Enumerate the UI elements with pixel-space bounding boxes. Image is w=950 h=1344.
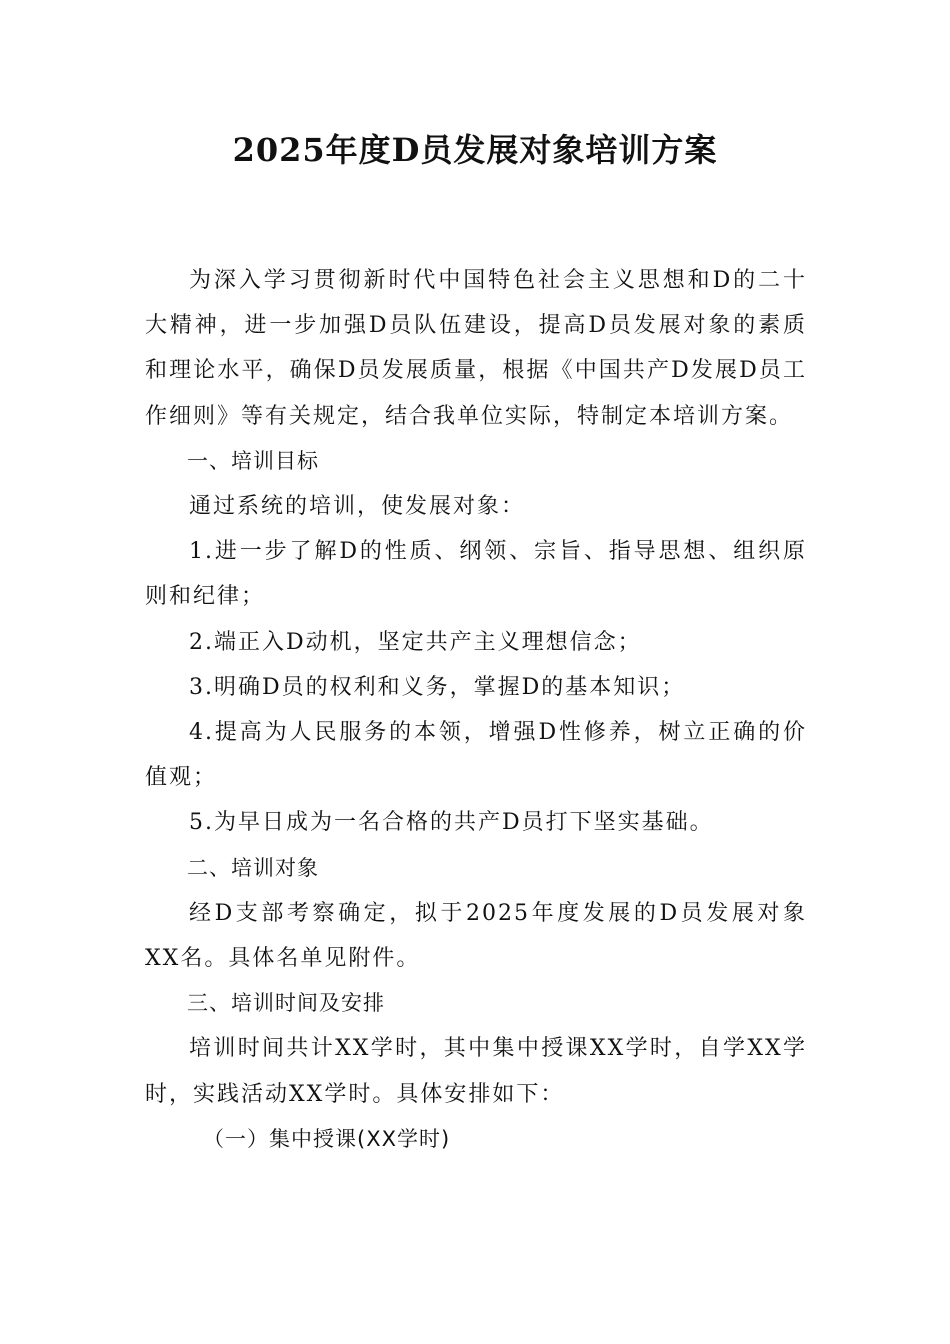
section-heading-targets: 二、培训对象 bbox=[187, 855, 319, 880]
goal-item-2: 2.端正入D动机，坚定共产主义理想信念； bbox=[189, 629, 642, 655]
goals-intro: 通过系统的培训，使发展对象： bbox=[189, 494, 526, 520]
goal-item-3: 3.明确D员的权利和义务，掌握D的基本知识； bbox=[189, 674, 686, 700]
document-title: 2025年度D员发展对象培训方案 bbox=[232, 131, 718, 169]
subsection-heading-lectures: （一）集中授课(XX学时) bbox=[203, 1126, 451, 1151]
goal-item-1: 1.进一步了解D的性质、纲领、宗旨、指导思想、组织原则和纪律； bbox=[145, 539, 807, 610]
intro-paragraph: 为深入学习贯彻新时代中国特色社会主义思想和D的二十大精神，进一步加强D员队伍建设，提高D员发展对象的素质和理论水平，确保D员发展质量，根据《中国共产D发展D员工作细则》等有关规定，结合我单位实际，特制定本培训方案。 bbox=[145, 268, 807, 429]
goal-item-4: 4.提高为人民服务的本领，增强D性修养，树立正确的价值观； bbox=[145, 720, 807, 791]
section-heading-schedule: 三、培训时间及安排 bbox=[187, 991, 385, 1016]
section-heading-goals: 一、培训目标 bbox=[187, 448, 319, 473]
schedule-paragraph: 培训时间共计XX学时，其中集中授课XX学时，自学XX学时，实践活动XX学时。具体安排如下： bbox=[145, 1036, 807, 1107]
document-body bbox=[145, 258, 807, 1162]
targets-paragraph: 经D支部考察确定，拟于2025年度发展的D员发展对象XX名。具体名单见附件。 bbox=[145, 900, 807, 972]
goal-item-5: 5.为早日成为一名合格的共产D员打下坚实基础。 bbox=[189, 810, 714, 836]
